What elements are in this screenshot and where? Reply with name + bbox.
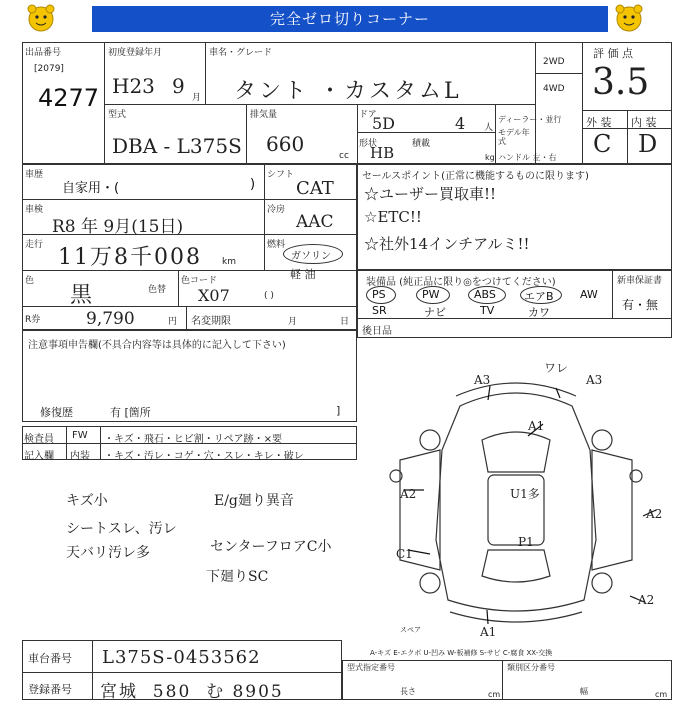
first-reg-era: H23 xyxy=(112,74,155,98)
car-damage-diagram xyxy=(360,340,672,650)
color-value: 黒 xyxy=(70,283,93,308)
recycle-label: R券 xyxy=(25,315,41,325)
displacement-value: 660 xyxy=(266,132,305,156)
inspector-entry-label: 記入欄 xyxy=(24,451,54,462)
displacement-label: 排気量 xyxy=(250,110,278,120)
chassis-value: L375S-0453562 xyxy=(102,647,261,668)
length-unit: cm xyxy=(488,690,501,699)
fuel-diesel: 軽 油 xyxy=(290,268,316,281)
deadline-month: 月 xyxy=(288,317,298,327)
hand-note-left-1: キズ小 xyxy=(66,493,108,509)
score-label: 評 価 点 xyxy=(593,47,633,60)
history-value: 自家用・( xyxy=(62,181,120,196)
equip-leather: カワ xyxy=(528,306,550,319)
width-label: 幅 xyxy=(580,687,588,696)
inspector-label: 検査員 xyxy=(24,434,54,445)
interior-value: D xyxy=(638,130,658,158)
mascot-right-icon xyxy=(612,4,646,34)
reg-label: 登録番号 xyxy=(28,683,72,696)
dmg-label-a2-right: A2 xyxy=(646,507,663,521)
deadline-label: 名変期限 xyxy=(191,316,231,327)
hand-note-right-2: センターフロアC小 xyxy=(210,539,332,555)
exterior-label: 外 装 xyxy=(586,116,612,129)
model-value: DBA - L375S xyxy=(112,134,242,158)
dmg-label-a2-rear: A2 xyxy=(638,593,655,607)
new-warranty-label: 新車保証書 xyxy=(617,276,663,286)
fuel-label: 燃料 xyxy=(267,240,286,250)
dmg-label-a1-rear: A1 xyxy=(480,625,497,639)
inspector-row1-items: ・キズ・飛石・ヒビ割・リペア跡・×要 xyxy=(104,434,282,445)
first-reg-label: 初度登録年月 xyxy=(108,48,163,58)
hand-note-right-1: E/g廻り異音 xyxy=(214,493,294,509)
history-label: 車歴 xyxy=(25,170,44,180)
lot-sub: [2079] xyxy=(34,64,64,74)
interior-label: 内 装 xyxy=(631,116,657,129)
recycle-value: 9,790 xyxy=(86,309,135,329)
sales-point-2: ☆ETC!! xyxy=(364,208,422,226)
shift-value: CAT xyxy=(296,178,334,199)
door-label: ドア xyxy=(359,110,377,120)
hand-note-left-2: シートスレ、汚レ xyxy=(66,521,177,537)
drive-4wd: 4WD xyxy=(543,84,565,94)
handle-label: ハンドル 左・右 xyxy=(498,153,557,162)
mileage-value: 11万8千008 xyxy=(58,245,202,270)
dmg-label-a1-top: A1 xyxy=(528,419,545,433)
equipment-label: 装備品 (純正品に限り◎をつけてください) xyxy=(366,277,556,288)
dmg-label-u1: U1多 xyxy=(510,487,540,501)
car-name-value: タント ・カスタムL xyxy=(234,79,462,104)
color-label: 色 xyxy=(25,276,35,286)
length-label: 長さ xyxy=(400,687,416,696)
drive-2wd: 2WD xyxy=(543,57,565,67)
mileage-label: 走行 xyxy=(25,240,44,250)
first-reg-month: 9 xyxy=(172,74,185,98)
fuel-gasoline: ガソリン xyxy=(291,251,331,262)
notes-label: 注意事項申告欄(不具合内容等は具体的に記入して下さい) xyxy=(28,340,286,351)
repair-label: 修復歴 xyxy=(40,406,73,419)
deadline-day: 日 xyxy=(340,317,350,327)
banner-title: 完全ゼロ切りコーナー xyxy=(92,6,608,32)
exterior-value: C xyxy=(593,130,612,158)
load-label: 積載 xyxy=(412,139,431,149)
dmg-label-p1: P1 xyxy=(518,535,534,549)
later-items-label: 後日品 xyxy=(362,326,392,337)
mileage-unit: km xyxy=(222,257,236,267)
fuel-paren: ( ) xyxy=(264,291,274,301)
dmg-label-c1: C1 xyxy=(396,547,413,561)
door-value: 5D xyxy=(372,114,396,133)
lot-number: 4277 xyxy=(38,84,100,112)
inspector-row2-head: 内装 xyxy=(70,451,90,462)
dealer-label: ディーラー・並行 xyxy=(498,115,562,124)
repair-value: 有 [箇所 xyxy=(110,406,151,419)
equip-airbag: エアB xyxy=(524,290,554,303)
inspector-row2-items: ・キズ・汚レ・コゲ・穴・スレ・キレ・破レ xyxy=(104,451,304,462)
diagram-legend: A-キズ E-エクボ U-凹み W-板補修 S-サビ C-腐食 XX-交換 xyxy=(370,649,553,657)
dmg-label-spare: スペア xyxy=(400,626,421,634)
class-label: 類別区分番号 xyxy=(507,663,555,672)
capacity-unit: 人 xyxy=(484,123,494,133)
sales-points-label: セールスポイント(正常に機能するものに限ります) xyxy=(362,171,589,182)
type-cert-label: 型式指定番号 xyxy=(347,663,395,672)
equip-sr: SR xyxy=(372,304,387,317)
inspector-row1-head: FW xyxy=(72,430,88,441)
equip-pw: PW xyxy=(422,288,440,301)
aircon-label: 冷房 xyxy=(267,205,286,215)
lot-label: 出品番号 xyxy=(25,48,62,58)
equip-navi: ナビ xyxy=(424,306,446,319)
repair-close: ] xyxy=(336,404,341,417)
mascot-left-icon xyxy=(24,4,58,34)
hand-note-right-3: 下廻りSC xyxy=(206,569,269,585)
shape-label: 形状 xyxy=(359,139,378,149)
chassis-label: 車台番号 xyxy=(28,652,72,665)
dmg-label-a3-right: A3 xyxy=(586,373,603,387)
dmg-label-a2-left: A2 xyxy=(400,487,417,501)
color-code-value: X07 xyxy=(198,286,230,305)
inspection-value: R8 年 9月(15日) xyxy=(52,217,184,237)
shape-value: HB xyxy=(370,144,395,162)
sales-point-3: ☆社外14インチアルミ!! xyxy=(364,235,530,253)
reg-value: 宮城 580 む 8905 xyxy=(100,682,284,702)
car-name-label: 車名・グレード xyxy=(209,48,273,58)
recycle-unit: 円 xyxy=(168,317,178,327)
equip-ps: PS xyxy=(372,288,386,301)
inspection-label: 車検 xyxy=(25,205,44,215)
color-change-label: 色替 xyxy=(148,285,167,295)
dmg-label-crack: ワレ xyxy=(544,361,569,375)
dmg-label-a3-left: A3 xyxy=(474,373,491,387)
equip-abs: ABS xyxy=(474,288,496,301)
displacement-unit: cc xyxy=(339,151,349,161)
hand-note-left-3: 天バリ汚レ多 xyxy=(66,545,150,561)
score-value: 3.5 xyxy=(592,62,650,103)
color-code-label: 色コード xyxy=(181,276,218,286)
warranty-value: 有・無 xyxy=(622,298,659,312)
equip-tv: TV xyxy=(480,304,495,317)
aircon-value: AAC xyxy=(296,212,334,232)
sales-point-1: ☆ユーザー買取車!! xyxy=(364,185,497,203)
first-reg-month-unit: 月 xyxy=(192,93,202,103)
equip-aw: AW xyxy=(580,288,598,301)
capacity-value: 4 xyxy=(455,114,466,133)
load-unit: kg xyxy=(485,153,495,162)
model-year-label: モデル年式 xyxy=(498,128,530,146)
history-close: ) xyxy=(250,177,256,192)
model-label: 型式 xyxy=(108,110,127,120)
shift-label: シフト xyxy=(267,170,295,180)
width-unit: cm xyxy=(655,690,668,699)
